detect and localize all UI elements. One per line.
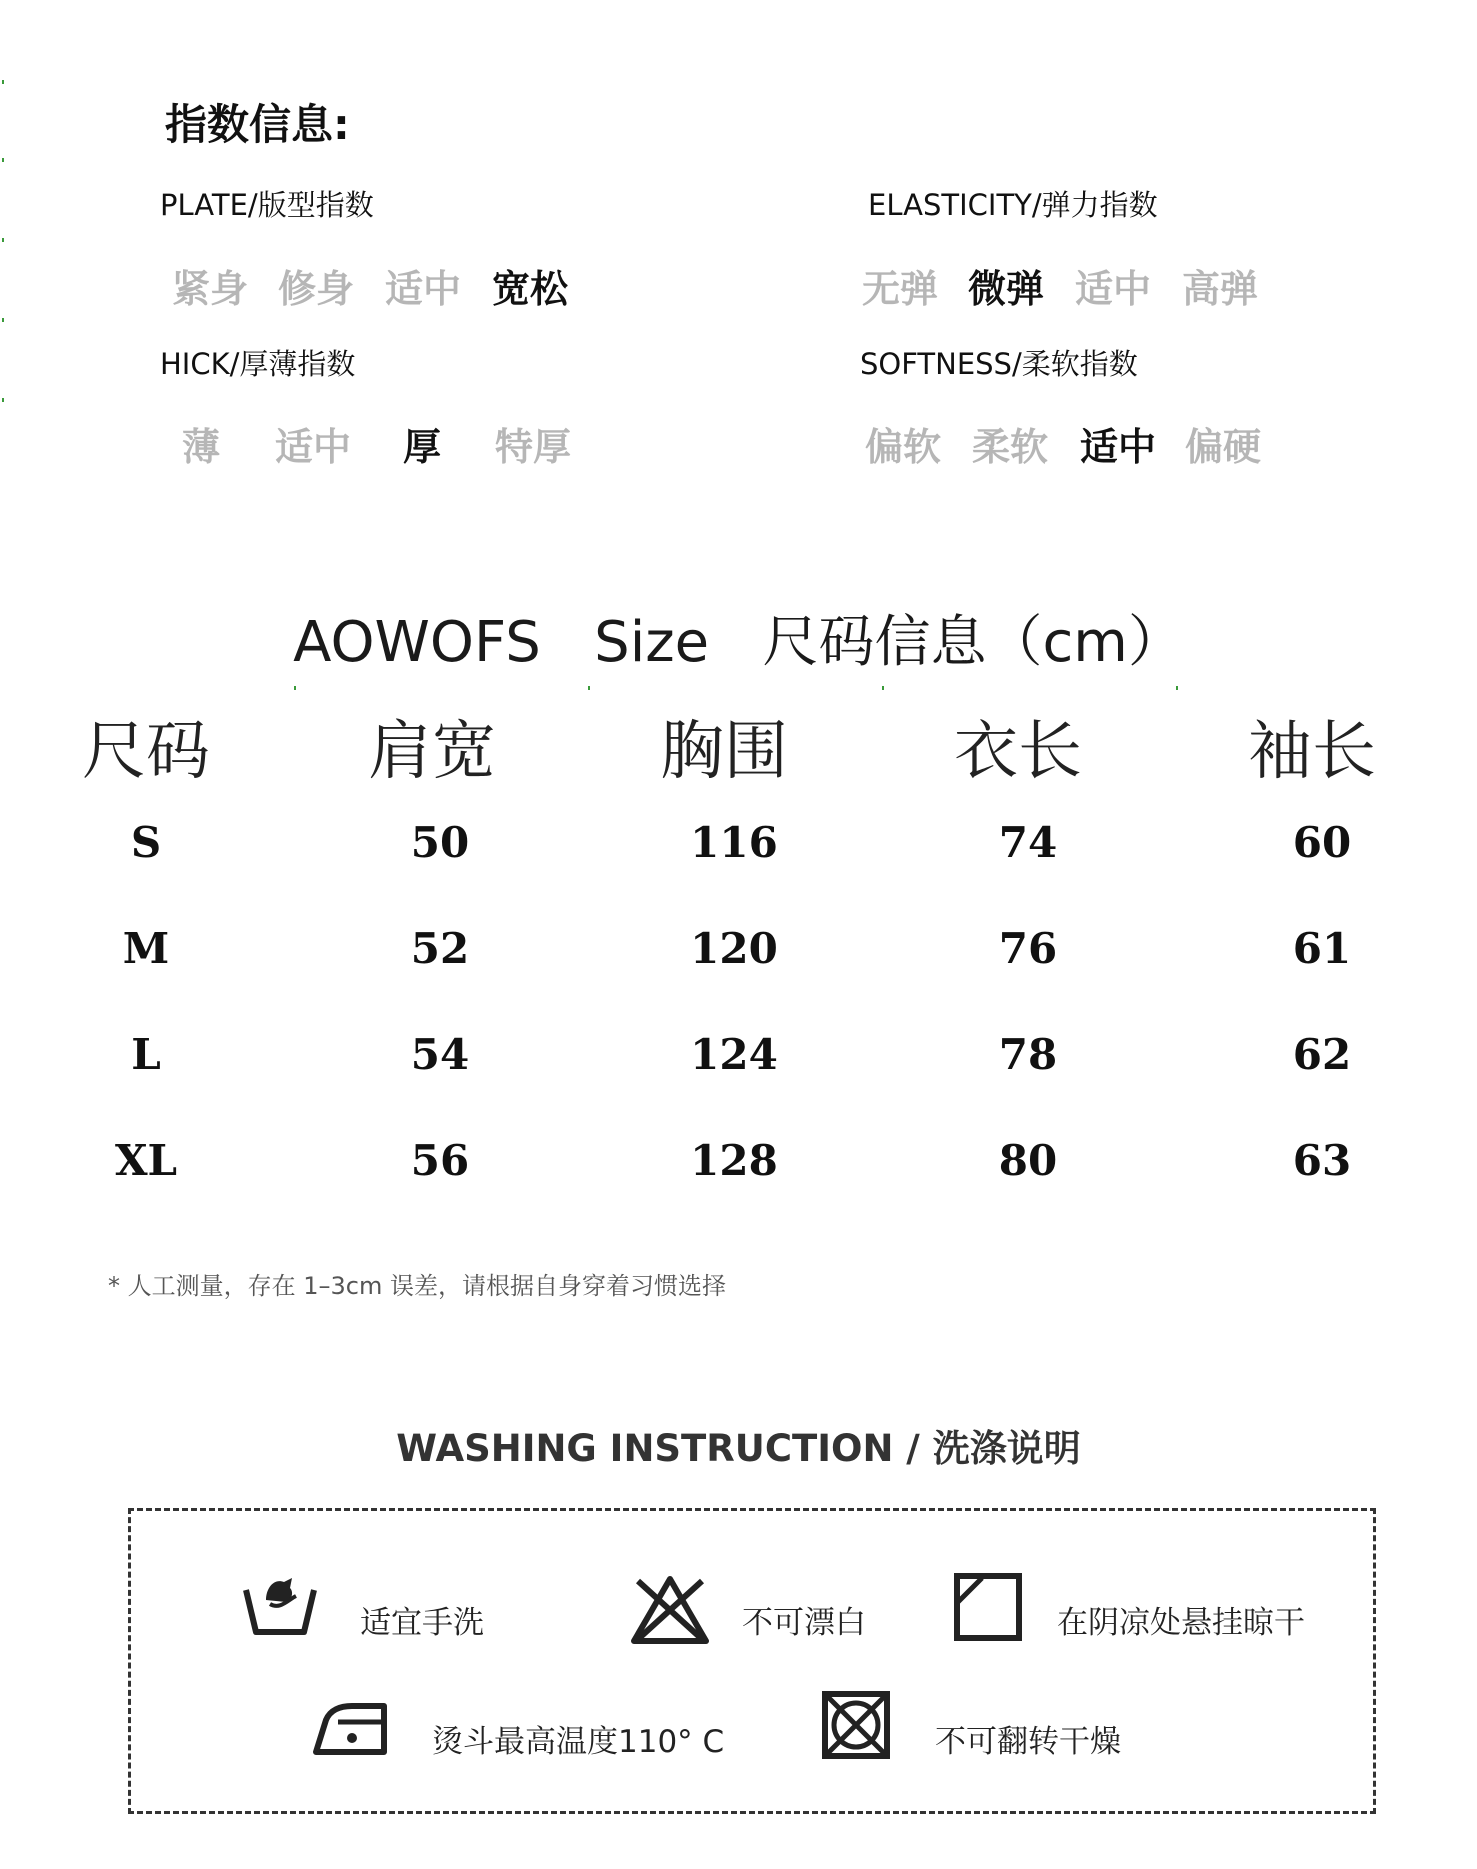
edge-tick — [294, 686, 301, 690]
cell-shoulder: 52 — [410, 924, 470, 973]
hand-wash-icon — [240, 1570, 320, 1640]
header-size: 尺码 — [82, 715, 210, 789]
thickness-label: HICK/厚薄指数 — [160, 347, 356, 381]
plate-option: 修身 — [278, 267, 355, 311]
header-length: 衣长 — [954, 715, 1082, 789]
cell-size: L — [131, 1030, 161, 1079]
wash-label: 适宜手洗 — [360, 1605, 484, 1641]
wash-label: 不可翻转干燥 — [935, 1724, 1121, 1760]
cell-chest: 128 — [690, 1136, 778, 1185]
measurement-note: * 人工测量，存在 1–3cm 误差，请根据自身穿着习惯选择 — [108, 1272, 726, 1300]
elasticity-label: ELASTICITY/弹力指数 — [868, 188, 1158, 222]
cell-shoulder: 56 — [410, 1136, 470, 1185]
cell-sleeve: 61 — [1292, 924, 1352, 973]
header-sleeve: 袖长 — [1248, 715, 1376, 789]
softness-option: 偏软 — [865, 425, 942, 469]
elasticity-option: 高弹 — [1182, 267, 1259, 311]
cell-size: XL — [114, 1136, 178, 1185]
elasticity-option: 适中 — [1075, 267, 1152, 311]
edge-tick — [2, 318, 9, 322]
cell-shoulder: 50 — [410, 818, 470, 867]
cell-shoulder: 54 — [410, 1030, 470, 1079]
wash-label: 烫斗最高温度110° C — [432, 1724, 725, 1760]
cell-chest: 124 — [690, 1030, 778, 1079]
wash-label: 在阴凉处悬挂晾干 — [1057, 1605, 1305, 1641]
washing-title: WASHING INSTRUCTION / 洗涤说明 — [396, 1427, 1081, 1470]
thickness-option: 薄 — [182, 425, 221, 469]
softness-option-selected: 适中 — [1080, 425, 1157, 469]
iron-icon — [312, 1690, 392, 1760]
cell-sleeve: 62 — [1292, 1030, 1352, 1079]
cell-sleeve: 63 — [1292, 1136, 1352, 1185]
elasticity-option: 无弹 — [862, 267, 939, 311]
cell-sleeve: 60 — [1292, 818, 1352, 867]
thickness-option: 适中 — [275, 425, 352, 469]
cell-chest: 116 — [690, 818, 778, 867]
edge-tick — [2, 158, 9, 162]
cell-length: 80 — [998, 1136, 1058, 1185]
washing-box — [128, 1508, 1376, 1814]
softness-option: 柔软 — [972, 425, 1049, 469]
wash-label: 不可漂白 — [742, 1605, 866, 1641]
thickness-option-selected: 厚 — [403, 425, 442, 469]
edge-tick — [882, 686, 889, 690]
line-dry-shade-icon — [948, 1572, 1028, 1642]
cell-length: 78 — [998, 1030, 1058, 1079]
plate-option: 紧身 — [172, 267, 249, 311]
cell-chest: 120 — [690, 924, 778, 973]
cell-length: 76 — [998, 924, 1058, 973]
edge-tick — [1176, 686, 1183, 690]
plate-label: PLATE/版型指数 — [160, 188, 374, 222]
cell-size: M — [122, 924, 170, 973]
plate-option: 适中 — [385, 267, 462, 311]
edge-tick — [2, 398, 9, 402]
header-chest: 胸围 — [660, 715, 788, 789]
plate-option-selected: 宽松 — [492, 267, 569, 311]
elasticity-option-selected: 微弹 — [968, 267, 1045, 311]
softness-label: SOFTNESS/柔软指数 — [860, 347, 1138, 381]
no-tumble-dry-icon — [816, 1690, 896, 1760]
edge-tick — [588, 686, 595, 690]
thickness-option: 特厚 — [495, 425, 572, 469]
softness-option: 偏硬 — [1185, 425, 1262, 469]
header-shoulder: 肩宽 — [368, 715, 496, 789]
edge-tick — [2, 80, 9, 84]
index-title: 指数信息: — [165, 100, 350, 149]
size-table-title: AOWOFS Size 尺码信息（cm） — [293, 610, 1184, 675]
cell-length: 74 — [998, 818, 1058, 867]
no-bleach-icon — [630, 1575, 710, 1645]
cell-size: S — [130, 818, 162, 867]
edge-tick — [2, 238, 9, 242]
